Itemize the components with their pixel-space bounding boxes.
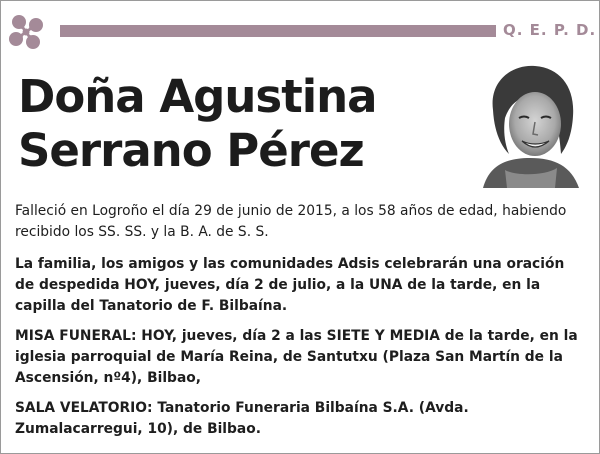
deceased-name bbox=[18, 70, 377, 178]
name-line-1: Doña Agustina bbox=[18, 70, 377, 123]
name-line-2: Serrano Pérez bbox=[18, 124, 364, 177]
wake-room-info: SALA VELATORIO: Tanatorio Funeraria Bilbaína S.A. (Avda. Zumalacarregui, 10), de Bilbao. bbox=[15, 400, 469, 437]
death-notice-text: Falleció en Logroño el día 29 de junio de 2015, a los 58 años de edad, habiendo recibido los SS. SS. y la B. A. de S. S. bbox=[15, 203, 567, 240]
family-announcement: La familia, los amigos y las comunidades Adsis celebrarán una oración de despedida HOY, jueves, día 2 de julio, a la UNA de la tarde, en la capilla del Tanatorio de F. Bilbaína. bbox=[15, 256, 565, 314]
portrait-photo bbox=[475, 58, 585, 188]
qepd-label: Q. E. P. D. bbox=[503, 21, 597, 39]
lauburu-icon bbox=[4, 10, 48, 54]
funeral-mass-info: MISA FUNERAL: HOY, jueves, día 2 a las SIETE Y MEDIA de la tarde, en la iglesia parroquial de María Reina, de Santutxu (Plaza San Martín de la Ascensión, nº4), Bilbao, bbox=[15, 328, 578, 386]
header-bar bbox=[60, 25, 496, 37]
